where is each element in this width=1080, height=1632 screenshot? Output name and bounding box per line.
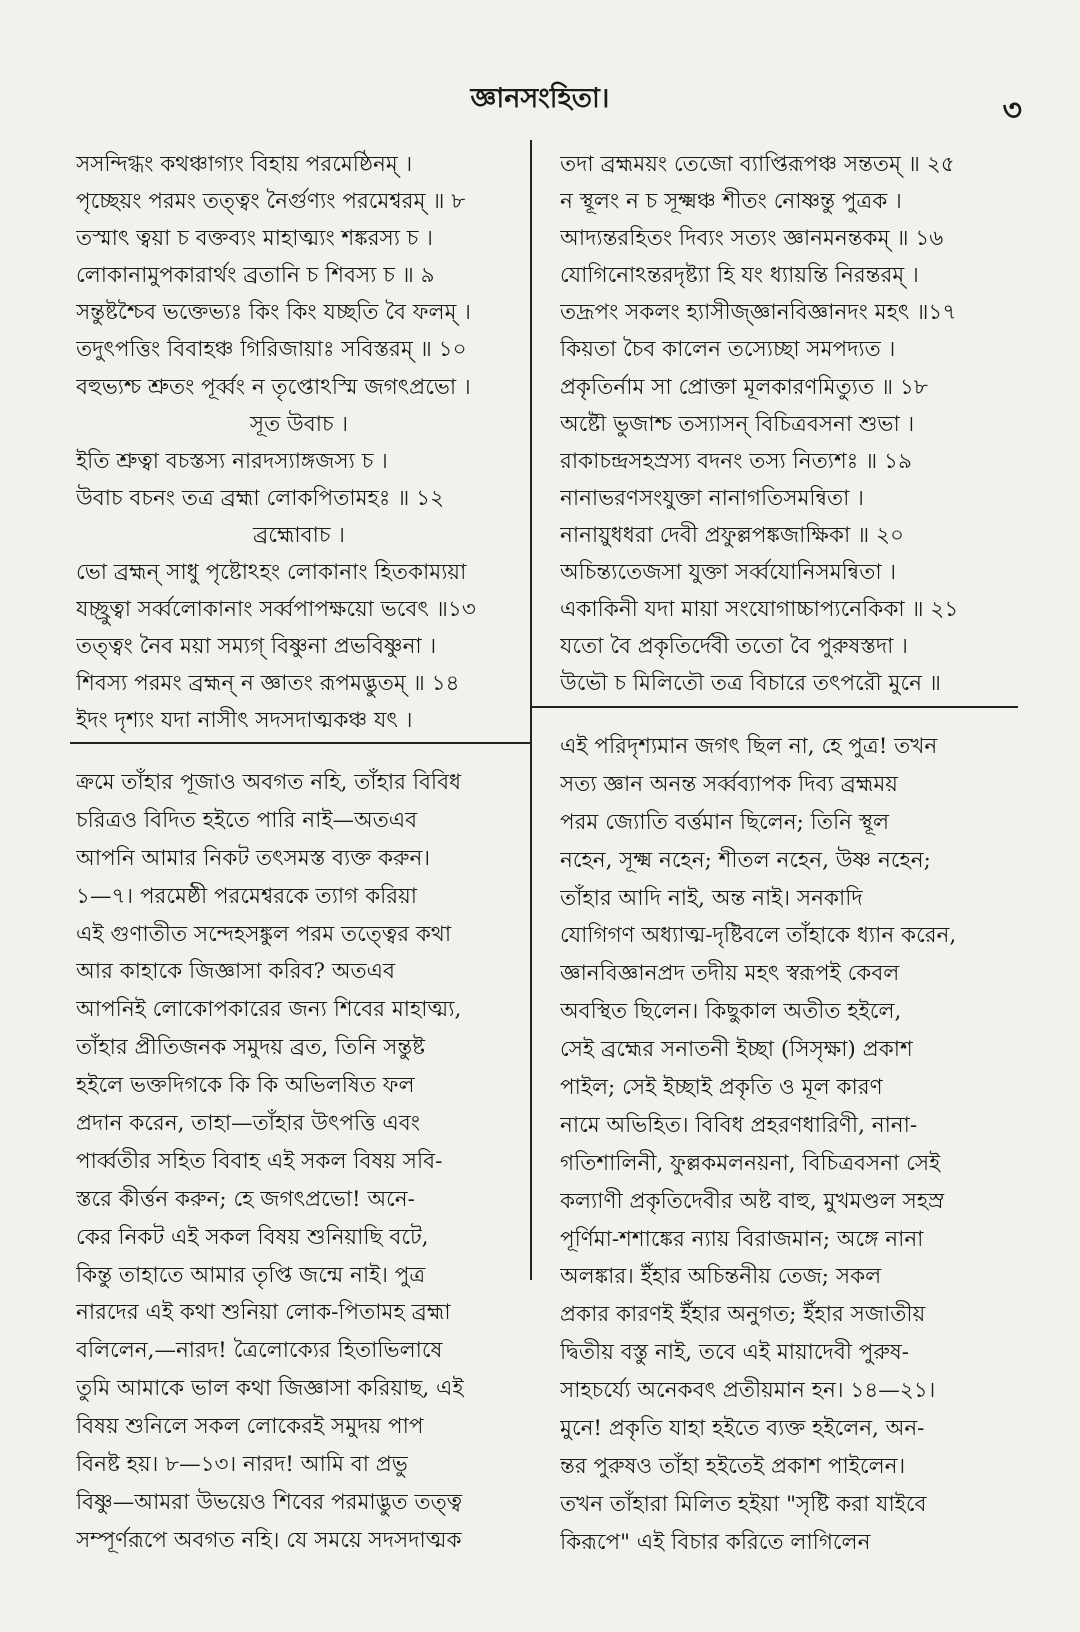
prose-line: বলিলেন,—নারদ! ত্রৈলোক্যের হিতাভিলাষে xyxy=(76,1338,443,1364)
verse-line: পৃচ্ছেয়ং পরমং তত্ত্বং নৈর্গুণ্যং পরমেশ্বরম্ ॥ ৮ xyxy=(76,189,466,215)
prose-line: সত্য জ্ঞান অনন্ত সর্ব্বব্যাপক দিব্য ব্রহ্মময় xyxy=(560,771,898,797)
verse-line: নানায়ুধধরা দেবী প্রফুল্লপঙ্কজাক্ষিকা ॥ ২০ xyxy=(560,522,904,548)
prose-line: কিন্তু তাহাতে আমার তৃপ্তি জন্মে নাই। পুত্র xyxy=(76,1262,426,1288)
prose-line: প্রদান করেন, তাহা—তাঁহার উৎপত্তি এবং xyxy=(76,1111,420,1137)
prose-line: তাঁহার আদি নাই, অন্ত নাই। সনকাদি xyxy=(560,885,863,911)
prose-line: আর কাহাকে জিজ্ঞাসা করিব? অতএব xyxy=(76,959,395,985)
prose-line: কের নিকট এই সকল বিষয় শুনিয়াছি বটে, xyxy=(76,1224,429,1250)
verse-line: অষ্টৌ ভুজাশ্চ তস্যাসন্ বিচিত্রবসনা শুভা । xyxy=(560,411,915,437)
prose-line: আপনি আমার নিকট তৎসমস্ত ব্যক্ত করুন। xyxy=(76,845,431,871)
verse-line: একাকিনী যদা মায়া সংযোগাচ্চাপ্যনেকিকা ॥ ২১ xyxy=(560,597,959,623)
running-header: জ্ঞানসংহিতা। xyxy=(470,83,610,114)
verse-line: অচিন্ত্যতেজসা যুক্তা সর্ব্বযোনিসমন্বিতা । xyxy=(560,560,897,586)
prose-line: সেই ব্রহ্মের সনাতনী ইচ্ছা (সিসৃক্ষা) প্রকাশ xyxy=(560,1037,913,1063)
verse-line: যতো বৈ প্রকৃতির্দেবী ততো বৈ পুরুষস্তদা । xyxy=(560,634,908,660)
verse-line: কিয়তা চৈব কালেন তস্যেচ্ছা সমপদ্যত । xyxy=(560,337,896,363)
verse-line: ইদং দৃশ্যং যদা নাসীৎ সদসদাত্মকঞ্চ যৎ । xyxy=(76,708,413,734)
prose-line: গতিশালিনী, ফুল্লকমলনয়না, বিচিত্রবসনা সেই xyxy=(560,1150,941,1176)
right-verse-column xyxy=(560,146,1030,702)
prose-line: মুনে! প্রকৃতি যাহা হইতে ব্যক্ত হইলেন, অন- xyxy=(560,1416,925,1442)
prose-line: চরিত্রও বিদিত হইতে পারি নাই—অতএব xyxy=(76,807,418,833)
prose-line: তাঁহার প্রীতিজনক সমুদয় ব্রত, তিনি সন্তুষ্ট xyxy=(76,1035,426,1061)
verse-line: সূত উবাচ । xyxy=(249,411,349,437)
prose-line: জ্ঞানবিজ্ঞানপ্রদ তদীয় মহৎ স্বরূপই কেবল xyxy=(560,961,900,987)
prose-line: সম্পূর্ণরূপে অবগত নহি। যে সময়ে সদসদাত্মক xyxy=(76,1527,462,1553)
verse-line: উভৌ চ মিলিতৌ তত্র বিচারে তৎপরৌ মুনে ॥ xyxy=(560,671,941,697)
verse-line: যোগিনোঽন্তরদৃষ্ট্যা হি যং ধ্যায়ন্তি নিরন্তরম্ । xyxy=(560,263,919,289)
left-verse-column xyxy=(76,146,522,740)
prose-line: ন্তর পুরুষও তাঁহা হইতেই প্রকাশ পাইলেন। xyxy=(560,1453,906,1479)
prose-line: নারদের এই কথা শুনিয়া লোক-পিতামহ ব্রহ্মা xyxy=(76,1300,451,1326)
prose-line: প্রকার কারণই ইঁহার অনুগত; ইঁহার সজাতীয় xyxy=(560,1302,926,1328)
verse-line: রাকাচন্দ্রসহস্রস্য বদনং তস্য নিত্যশঃ ॥ ১৯ xyxy=(560,448,912,474)
prose-line: ১—৭। পরমেষ্ঠী পরমেশ্বরকে ত্যাগ করিয়া xyxy=(76,883,418,909)
verse-line: প্রকৃতির্নাম সা প্রোক্তা মূলকারণমিত্যুত ॥ ১৮ xyxy=(560,374,928,400)
prose-line: অবস্থিত ছিলেন। কিছুকাল অতীত হইলে, xyxy=(560,999,902,1025)
prose-line: পরম জ্যোতি বর্ত্তমান ছিলেন; তিনি স্থূল xyxy=(560,809,890,835)
verse-line: তস্মাৎ ত্বয়া চ বক্তব্যং মাহাত্ম্যং শঙ্করস্য চ । xyxy=(76,226,433,252)
verse-line: বহুভ্যশ্চ শ্রুতং পূর্ব্বং ন তৃপ্তোঽস্মি জগৎপ্রভো । xyxy=(76,374,471,400)
verse-line: তদ্রূপং সকলং হ্যাসীজ্জ্ঞানবিজ্ঞানদং মহৎ ॥১৭ xyxy=(560,300,957,326)
prose-line: এই পরিদৃশ্যমান জগৎ ছিল না, হে পুত্র! তখন xyxy=(560,734,938,759)
prose-line: তখন তাঁহারা মিলিত হইয়া "সৃষ্টি করা যাইবে xyxy=(560,1491,927,1517)
verse-line: ইতি শ্রুত্বা বচস্তস্য নারদস্যাঙ্গজস্য চ । xyxy=(76,448,388,474)
verse-line: ব্রহ্মোবাচ । xyxy=(253,522,345,548)
verse-line: ন স্থূলং ন চ সূক্ষ্মঞ্চ শীতং নোষ্ণন্তু পুত্রক । xyxy=(560,189,902,215)
prose-line: তুমি আমাকে ভাল কথা জিজ্ঞাসা করিয়াছ, এই xyxy=(76,1376,464,1402)
prose-line: দ্বিতীয় বস্তু নাই, তবে এই মায়াদেবী পুরুষ- xyxy=(560,1340,910,1366)
verse-line: নানাভরণসংযুক্তা নানাগতিসমন্বিতা । xyxy=(560,485,864,511)
prose-line: যোগিগণ অধ্যাত্ম-দৃষ্টিবলে তাঁহাকে ধ্যান করেন, xyxy=(560,923,957,949)
prose-line: এই গুণাতীত সন্দেহসঙ্কুল পরম তত্ত্বের কথা xyxy=(76,921,452,947)
verse-line: উবাচ বচনং তত্র ব্রহ্মা লোকপিতামহঃ ॥ ১২ xyxy=(76,485,445,511)
prose-line: ক্রমে তাঁহার পূজাও অবগত নহি, তাঁহার বিবিধ xyxy=(76,770,462,795)
left-commentary-column xyxy=(76,764,522,1560)
prose-line: আপনিই লোকোপকারের জন্য শিবের মাহাত্ম্য, xyxy=(76,997,462,1023)
verse-line: তত্ত্বং নৈব ময়া সম্যগ্ বিষ্ণুনা প্রভবিষ্ণুনা । xyxy=(76,634,437,660)
prose-line: নামে অভিহিত। বিবিধ প্রহরণধারিণী, নানা- xyxy=(560,1112,918,1138)
section-divider-right xyxy=(530,706,1018,708)
prose-line: কল্যাণী প্রকৃতিদেবীর অষ্ট বাহু, মুখমণ্ডল সহস্র xyxy=(560,1188,945,1214)
verse-line: শিবস্য পরমং ব্রহ্মন্ ন জ্ঞাতং রূপমদ্ভুতম্ ॥ ১৪ xyxy=(76,671,460,697)
prose-line: বিষয় শুনিলে সকল লোকেরই সমুদয় পাপ xyxy=(76,1414,424,1440)
prose-line: বিনষ্ট হয়। ৮—১৩। নারদ! আমি বা প্রভু xyxy=(76,1452,408,1478)
column-divider-left xyxy=(530,140,532,1280)
prose-line: পাইল; সেই ইচ্ছাই প্রকৃতি ও মূল কারণ xyxy=(560,1075,883,1101)
prose-line: হইলে ভক্তদিগকে কি কি অভিলষিত ফল xyxy=(76,1073,415,1099)
prose-line: পার্ব্বতীর সহিত বিবাহ এই সকল বিষয় সবি- xyxy=(76,1148,443,1174)
section-divider-left xyxy=(70,742,532,744)
verse-line: আদ্যন্তরহিতং দিব্যং সত্যং জ্ঞানমনন্তকম্ ॥ ১৬ xyxy=(560,226,944,252)
verse-line: সসন্দিগ্ধং কথঞ্চাগ্যং বিহায় পরমেষ্ঠিনম্ । xyxy=(76,152,413,177)
prose-line: সাহচর্য্যে অনেকবৎ প্রতীয়মান হন। ১৪—২১। xyxy=(560,1378,936,1404)
right-commentary-column xyxy=(560,728,1024,1562)
verse-line: সন্তুষ্টশ্চৈব ভক্তেভ্যঃ কিং কিং যচ্ছতি বৈ ফলম্ । xyxy=(76,300,471,326)
prose-line: পূর্ণিমা-শশাঙ্কের ন্যায় বিরাজমান; অঙ্গে নানা xyxy=(560,1226,924,1252)
prose-line: নহেন, সূক্ষ্ম নহেন; শীতল নহেন, উষ্ণ নহেন; xyxy=(560,847,931,873)
verse-line: তদুৎপত্তিং বিবাহঞ্চ গিরিজায়াঃ সবিস্তরম্ ॥ ১০ xyxy=(76,337,467,363)
prose-line: স্তরে কীর্ত্তন করুন; হে জগৎপ্রভো! অনে- xyxy=(76,1186,415,1212)
verse-line: লোকানামুপকারার্থং ব্রতানি চ শিবস্য চ ॥ ৯ xyxy=(76,263,435,289)
verse-line: তদা ব্রহ্মময়ং তেজো ব্যাপ্তিরূপঞ্চ সন্ততম্ ॥ ২৫ xyxy=(560,152,955,177)
prose-line: বিষ্ণু—আমরা উভয়েও শিবের পরমাদ্ভুত তত্ত্ব xyxy=(76,1489,463,1515)
verse-line: যচ্ছ্রুত্বা সর্ব্বলোকানাং সর্ব্বপাপক্ষয়ো ভবেৎ ॥১৩ xyxy=(76,597,476,623)
page-number: ৩ xyxy=(1002,93,1022,128)
prose-line: কিরূপে" এই বিচার করিতে লাগিলেন xyxy=(560,1529,871,1555)
prose-line: অলঙ্কার। ইঁহার অচিন্তনীয় তেজ; সকল xyxy=(560,1264,882,1290)
verse-line: ভো ব্রহ্মন্ সাধু পৃষ্টোঽহং লোকানাং হিতকাম্যয়া xyxy=(76,560,467,586)
